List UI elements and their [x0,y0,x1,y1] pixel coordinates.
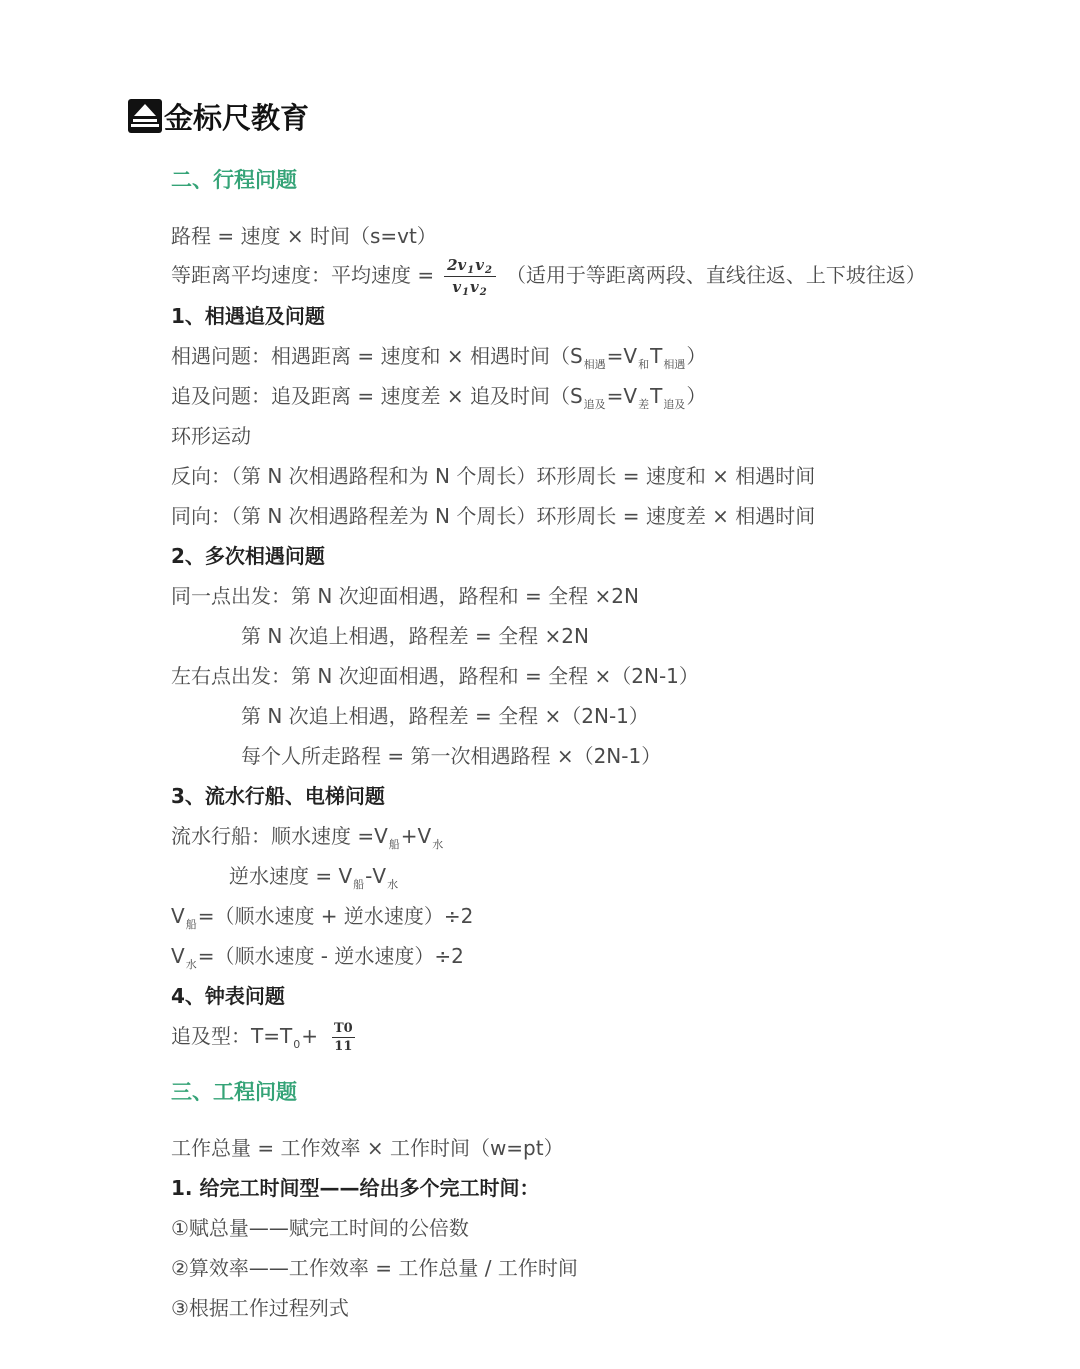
brand-logo [128,96,309,136]
formula-multi-2: 第 N 次追上相遇，路程差 = 全程 ×2N [241,624,589,648]
formula-multi-4: 第 N 次追上相遇，路程差 = 全程 ×（2N-1） [241,704,649,728]
formula-water-speed: $V_水=$（顺水速度 - 逆水速度）÷2 [171,944,464,971]
formula-average-speed [171,256,926,298]
step-assign-total: ①赋总量——赋完工时间的公倍数 [171,1216,469,1240]
fraction-denominator: $v_1v_2$ [452,278,487,298]
formula-multi-1: 同一点出发：第 N 次迎面相遇，路程和 = 全程 ×2N [171,584,639,608]
subsection-boat-escalator: 3、流水行船、电梯问题 [171,784,385,808]
formula-chase: 追及问题：追及距离 = 速度差 × 追及时间$(S_{追及}=V_差T_{追及})$ [171,384,707,411]
ring-motion-label: 环形运动 [171,424,251,448]
fraction-numerator: $2v_1v_2$ [444,258,496,277]
clock-fraction: $\frac{T0}{11}$ [333,1021,353,1054]
formula-ring-opposite: 反向：（第 N 次相遇路程和为 N 个周长）环形周长 = 速度和 × 相遇时间 [171,464,816,488]
formula-downstream: 流水行船：顺水速度 $=V_船+V_水$ [171,824,444,851]
avg-speed-prefix: 等距离平均速度：平均速度 = [171,263,435,287]
step-build-equation: ③根据工作过程列式 [171,1296,349,1320]
pyramid-logo-icon [128,99,162,133]
subsection-multiple-meetings: 2、多次相遇问题 [171,544,325,568]
formula-work: 工作总量 = 工作效率 × 工作时间（w=pt） [171,1136,564,1160]
subsection-clock: 4、钟表问题 [171,984,285,1008]
formula-multi-5: 每个人所走路程 = 第一次相遇路程 ×（2N-1） [241,744,662,768]
formula-meet: 相遇问题：相遇距离 = 速度和 × 相遇时间$(S_{相遇}=V_和T_{相遇})$ [171,344,707,371]
section-title-engineering: 三、工程问题 [171,1080,297,1104]
avg-speed-fraction [444,256,496,298]
formula-upstream: 逆水速度 = $V_船-V_水$ [229,864,399,891]
formula-ring-same: 同向：（第 N 次相遇路程差为 N 个周长）环形周长 = 速度差 × 相遇时间 [171,504,816,528]
formula-clock-chase: 追及型：$T=T_0+$ $\frac{T0}{11}$ [171,1021,353,1054]
brand-name: 金标尺教育 [164,100,310,135]
subsection-meet-chase: 1、相遇追及问题 [171,304,325,328]
formula-multi-3: 左右点出发：第 N 次迎面相遇，路程和 = 全程 ×（2N-1） [171,664,699,688]
avg-speed-suffix: （适用于等距离两段、直线往返、上下坡往返） [505,263,926,287]
section-title-travel: 二、行程问题 [171,168,297,192]
formula-boat-speed: $V_船=$（顺水速度 + 逆水速度）÷2 [171,904,474,931]
step-compute-efficiency: ②算效率——工作效率 = 工作总量 / 工作时间 [171,1256,578,1280]
subsection-completion-time: 1. 给完工时间型——给出多个完工时间： [171,1176,540,1200]
formula-distance: 路程 = 速度 × 时间（s=vt） [171,224,437,248]
